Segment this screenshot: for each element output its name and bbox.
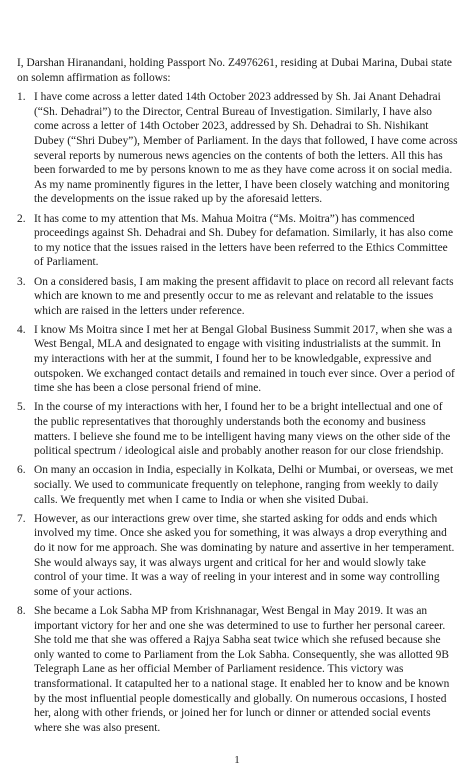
paragraph-text: It has come to my attention that Ms. Mahua Moitra (“Ms. Moitra”) has commenced proceedings against Sh. Dehadrai and Sh. Dubey for defamation. Similarly, it has also come to my notice that the issues raised in the letters have been referred to the Ethics Committee of Parliament. [34, 212, 454, 269]
paragraph-item [17, 400, 458, 458]
paragraph-text: In the course of my interactions with her, I found her to be a bright intellectual and one of the public representatives that thoroughly understands both the economy and business matters. I believe she found me to be intelligent having many views on the other side of the political spectrum / ideological aisle and probably another reason for our close friendship. [34, 401, 451, 458]
paragraph-item [17, 275, 458, 319]
paragraph-text: I have come across a letter dated 14th October 2023 addressed by Sh. Jai Anant Dehadrai (“Sh. Dehadrai”) to the Director, Central Bureau of Investigation. Similarly, I have also come across a letter of 14th October 2023, addressed by Sh. Dehadrai to Sh. Nishikant Dubey (“Shri Dubey”), Member of Parliament. In the days that followed, I have come across several reports by numerous news agencies on the contents of both the letters. All this has been forwarded to me by persons known to me as they have come across it on social media. As my name prominently figures in the letter, I have been closely watching and monitoring the developments on the issue raked up by the aforesaid letters. [34, 91, 458, 206]
affidavit-intro: I, Darshan Hiranandani, holding Passport No. Z4976261, residing at Dubai Marina, Dubai state on solemn affirmation as follows: [17, 57, 452, 84]
paragraph-text: On a considered basis, I am making the present affidavit to place on record all relevant facts which are known to me and presently occur to me as relevant and relatable to the issues which are raised in the letters under reference. [34, 275, 454, 317]
paragraph-item [17, 512, 458, 600]
paragraph-item [17, 604, 458, 735]
paragraph-text: On many an occasion in India, especially in Kolkata, Delhi or Mumbai, or overseas, we met socially. We used to communicate frequently on telephone, ranging from weekly to daily calls. We frequently met when I came to India or when she visited Dubai. [34, 464, 454, 506]
paragraph-item [17, 212, 458, 270]
paragraph-number: 7. [17, 512, 26, 525]
paragraph-number: 1. [17, 91, 26, 104]
paragraph-item [17, 463, 458, 507]
paragraph-item [17, 90, 458, 207]
paragraph-number: 3. [17, 275, 26, 288]
paragraph-number: 2. [17, 212, 26, 225]
paragraph-text: I know Ms Moitra since I met her at Bengal Global Business Summit 2017, when she was a West Bengal, MLA and designated to engage with visiting industrialists at the summit. In my interactions with her at the summit, I found her to be knowledgable, expressive and outspoken. We exchanged contact details and remained in touch ever since. Over a period of time she has been a close personal friend of mine. [34, 323, 455, 395]
page-number: 1 [234, 754, 240, 766]
paragraph-number: 6. [17, 464, 26, 477]
numbered-paragraphs [17, 90, 458, 735]
paragraph-number: 4. [17, 323, 26, 336]
paragraph-number: 8. [17, 604, 26, 617]
paragraph-text: However, as our interactions grew over time, she started asking for odds and ends which involved my time. Once she asked you for something, it was always a drop everything and do it now for me approach. She was dominating by nature and assertive in her temperament. She would always say, it was always urgent and critical for her and would slowly take control of your time. It was a way of reeling in your interest and in some way controlling some of your actions. [34, 512, 455, 598]
paragraph-number: 5. [17, 401, 26, 414]
paragraph-item [17, 323, 458, 396]
paragraph-text: She became a Lok Sabha MP from Krishnanagar, West Bengal in May 2019. It was an important victory for her and one she was determined to use to further her personal career. She told me that she was offered a Rajya Sabha seat twice which she refused because she only wanted to come to Parliament from the Lok Sabha. Consequently, she was allotted 9B Telegraph Lane as her official Member of Parliament residence. This victory was transformational. It catapulted her to a national stage. It enabled her to know and be known by the most influential people domestically and globally. On numerous occasions, I hosted her, along with other friends, or joined her for lunch or dinner or attended social events where she was also present. [34, 604, 450, 734]
